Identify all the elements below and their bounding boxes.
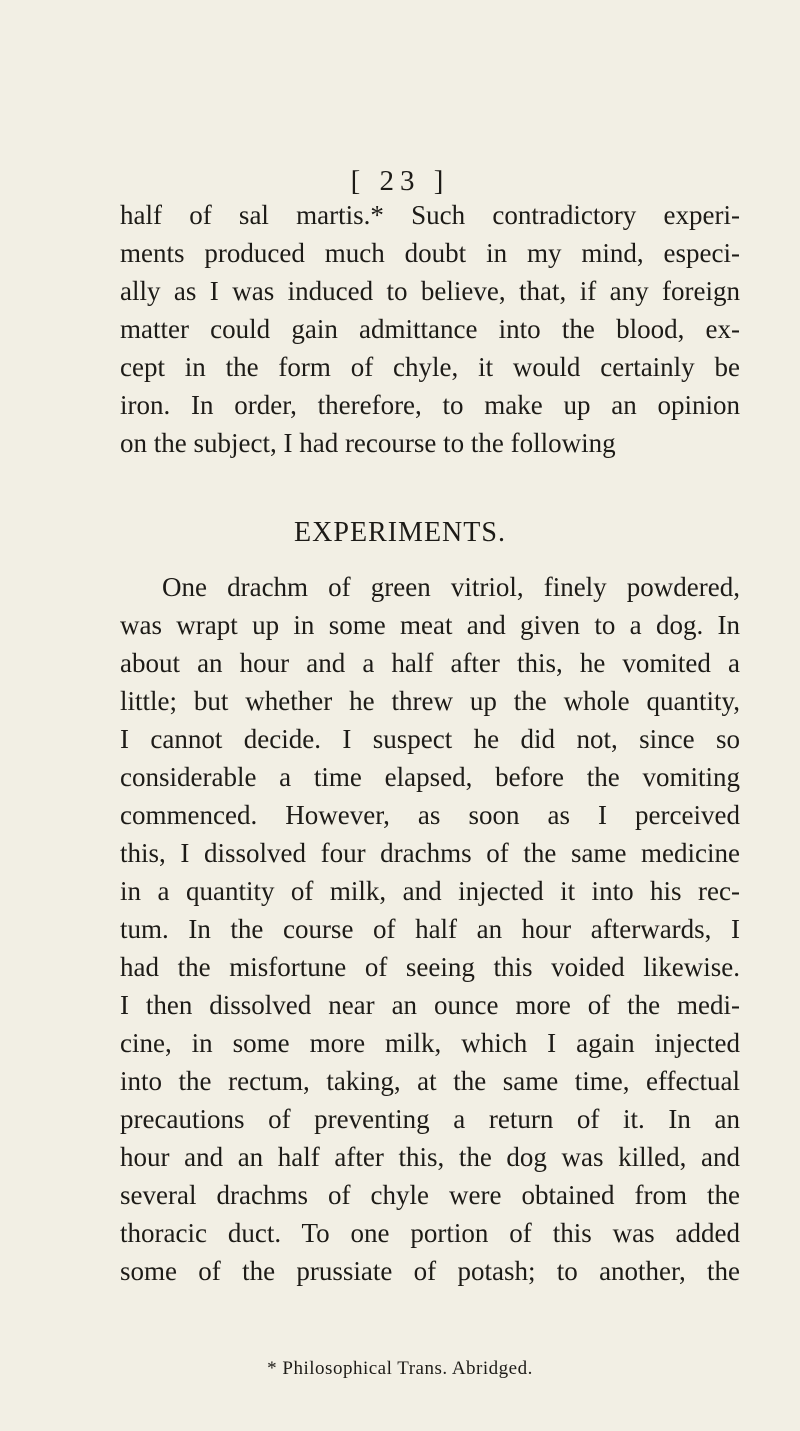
text-line: ments produced much doubt in my mind, especi- <box>120 238 740 268</box>
text-line: I cannot decide. I suspect he did not, since so <box>120 724 740 754</box>
text-line: was wrapt up in some meat and given to a dog. In <box>120 610 740 640</box>
text-line: ally as I was induced to believe, that, if any foreign <box>120 276 740 306</box>
text-line: tum. In the course of half an hour afterwards, I <box>120 914 740 944</box>
text-line: on the subject, I had recourse to the following <box>120 428 616 458</box>
text-line: cine, in some more milk, which I again injected <box>120 1028 740 1058</box>
paragraph-2 <box>120 568 740 1290</box>
text-line: little; but whether he threw up the whole quantity, <box>120 686 740 716</box>
text-line: hour and an half after this, the dog was killed, and <box>120 1142 740 1172</box>
text-line: some of the prussiate of potash; to another, the <box>120 1256 740 1286</box>
text-line: in a quantity of milk, and injected it into his rec- <box>120 876 740 906</box>
page-number: [ 23 ] <box>350 165 450 197</box>
text-line: iron. In order, therefore, to make up an opinion <box>120 390 740 420</box>
text-line: into the rectum, taking, at the same time, effectual <box>120 1066 740 1096</box>
text-line: I then dissolved near an ounce more of the medi- <box>120 990 740 1020</box>
paragraph-1 <box>120 196 740 462</box>
text-line: this, I dissolved four drachms of the same medicine <box>120 838 740 868</box>
text-line: considerable a time elapsed, before the vomiting <box>120 762 740 792</box>
text-line: about an hour and a half after this, he vomited a <box>120 648 740 678</box>
text-line: One drachm of green vitriol, finely powdered, <box>162 572 740 602</box>
section-heading: EXPERIMENTS. <box>294 517 506 548</box>
footnote: * Philosophical Trans. Abridged. <box>267 1358 533 1379</box>
text-line: thoracic duct. To one portion of this was added <box>120 1218 740 1248</box>
text-line: half of sal martis.* Such contradictory experi- <box>120 200 740 230</box>
text-line: had the misfortune of seeing this voided likewise. <box>120 952 740 982</box>
text-line: cept in the form of chyle, it would certainly be <box>120 352 740 382</box>
text-line: several drachms of chyle were obtained from the <box>120 1180 740 1210</box>
text-line: matter could gain admittance into the blood, ex- <box>120 314 740 344</box>
text-line: commenced. However, as soon as I perceived <box>120 800 740 830</box>
text-line: precautions of preventing a return of it. In an <box>120 1104 740 1134</box>
